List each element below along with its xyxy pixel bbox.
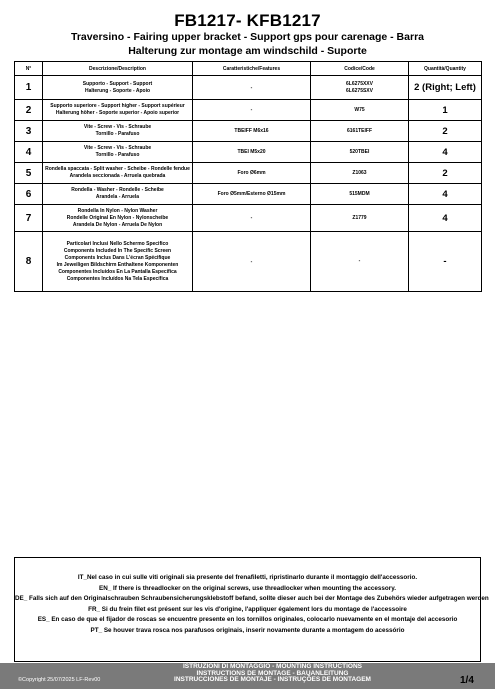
cell-code (311, 100, 409, 121)
description-line: Components Included In The Specific Screen (63, 247, 172, 254)
cell-code (311, 163, 409, 184)
cell-number: 7 (15, 205, 43, 232)
header-features: Caratteristiche/Features (193, 62, 311, 76)
document-subtitle-line2: Halterung zur montage am windschild - Suporte (128, 45, 367, 57)
cell-code (311, 232, 409, 292)
description-line: Rondella - Washer - Rondelle - Scheibe (71, 187, 164, 193)
description-line: Componentes Incluidos En La Pantalla Específica (58, 268, 177, 275)
cell-quantity: 4 (409, 184, 482, 205)
cell-quantity: - (409, 232, 482, 292)
cell-description (43, 121, 193, 142)
code-line: 6L6275XXV (346, 80, 373, 87)
page-number: 1/4 (460, 675, 474, 686)
description-line: Tornillo - Parafuso (95, 131, 140, 137)
cell-features: - (193, 232, 311, 292)
description-line: Rondella spaccata - Split washer - Scheibe - Rondelle fendue (45, 166, 190, 172)
code-line: 6161TEIFF (346, 127, 372, 134)
cell-description (43, 184, 193, 205)
footer-line: INSTRUCTIONS DE MONTAGE - BAUANLEITUNG (196, 669, 349, 677)
code-line: 6L6275SXV (346, 87, 373, 94)
parts-table (14, 61, 482, 292)
table-row (15, 232, 482, 292)
document-title: FB1217- KFB1217 (174, 11, 321, 30)
header-quantity: Quantità/Quantity (409, 62, 482, 76)
cell-description (43, 205, 193, 232)
copyright-text: ©Copyright 25/07/2025 LF-Rev00 (18, 677, 101, 683)
note-en: EN_ If there is threadlocker on the original screws, use threadlocker when mounting the accessory. (99, 584, 396, 592)
description-line: Tornillo - Parafuso (95, 152, 140, 158)
cell-quantity: 1 (409, 100, 482, 121)
code-line: 520TBEI (349, 148, 370, 155)
cell-description (43, 100, 193, 121)
cell-number: 4 (15, 142, 43, 163)
cell-quantity: 4 (409, 142, 482, 163)
description-line: Arandela - Arruela (95, 194, 140, 200)
document-subtitle-line1: Traversino - Fairing upper bracket - Support gps pour carenage - Barra (71, 31, 424, 43)
description-line: Vite - Screw - Vis - Schraube (83, 124, 152, 130)
cell-features: TBEI M5x20 (193, 142, 311, 163)
description-line: Supporto superiore - Support higher - Support supérieur (50, 103, 185, 109)
cell-code (311, 184, 409, 205)
table-row (15, 142, 482, 163)
cell-description (43, 232, 193, 292)
cell-number: 1 (15, 76, 43, 100)
table-header-row (15, 62, 482, 76)
description-line: Im Jeweiligen Bildschirm Enthaltene Komponenten (56, 261, 179, 268)
cell-quantity: 2 (409, 121, 482, 142)
header-code: Codice/Code (311, 62, 409, 76)
cell-code (311, 121, 409, 142)
note-it: IT_Nel caso in cui sulle viti originali sia presente del frenafiletti, ripristinarlo durante il montaggio dell'accessorio. (77, 574, 418, 581)
cell-features: - (193, 205, 311, 232)
header-number: N° (15, 62, 43, 76)
table-row (15, 205, 482, 232)
description-line: Vite - Screw - Vis - Schraube (83, 145, 152, 151)
footer-line: INSTRUCCIONES DE MONTAJE - INSTRUÇÕES DE MONTAGEM (174, 676, 371, 684)
description-line: Rondelle Original En Nylon - Nylonscheibe (66, 214, 169, 221)
description-line: Arandela seccionada - Arruela quebrada (69, 173, 166, 179)
cell-code (311, 205, 409, 232)
cell-features: - (193, 76, 311, 100)
cell-quantity: 2 (409, 163, 482, 184)
cell-code (311, 142, 409, 163)
note-es: ES_ En caso de que el fijador de roscas se encuentre presente en los tornillos originales, colocarlo nuevamente en el montaje del accesorio (37, 616, 458, 623)
code-line: W75 (354, 106, 365, 113)
code-line: - (358, 258, 361, 264)
cell-number: 8 (15, 232, 43, 292)
table-row (15, 121, 482, 142)
code-line: Z1779 (352, 214, 367, 221)
threadlocker-notes-box (14, 557, 489, 662)
cell-quantity: 4 (409, 205, 482, 232)
description-line: Rondella In Nylon - Nylon Washer (77, 207, 158, 214)
cell-features: TBEIFF M6x16 (193, 121, 311, 142)
cell-code (311, 76, 409, 100)
table-row (15, 76, 482, 100)
code-line: Z1063 (352, 169, 367, 176)
cell-description (43, 142, 193, 163)
note-de: DE_ Falls sich auf den Originalschrauben Schraubensicherungsklebstoff befand, sollte dieser auch bei der Montage des Zubehörs wieder aufgetragen werden (15, 595, 489, 602)
cell-features: Foro Ø6mm (193, 163, 311, 184)
cell-features: Foro Ø5mm/Esterno Ø15mm (193, 184, 311, 205)
cell-description (43, 163, 193, 184)
cell-number: 3 (15, 121, 43, 142)
description-line: Componentes Incluídos Na Tela Específica (66, 275, 169, 282)
cell-description (43, 76, 193, 100)
cell-number: 6 (15, 184, 43, 205)
note-pt: PT_ Se houver trava rosca nos parafusos originais, inserir novamente durante a montagem do acessório (90, 626, 405, 634)
code-line: 515MDM (349, 190, 370, 197)
cell-number: 5 (15, 163, 43, 184)
footer-instructions (170, 663, 375, 690)
description-line: Arandela De Nylon - Arruela De Nylon (72, 221, 163, 228)
description-line: Particolari Inclusi Nello Schermo Specifico (66, 240, 169, 247)
table-row (15, 184, 482, 205)
description-line: Components Inclus Dans L'écran Spécifique (64, 254, 171, 261)
cell-number: 2 (15, 100, 43, 121)
cell-features: - (193, 100, 311, 121)
footer-line: ISTRUZIONI DI MONTAGGIO - MOUNTING INSTRUCTIONS (183, 663, 362, 670)
cell-quantity: 2 (Right; Left) (409, 76, 482, 100)
description-line: Supporto - Support - Support (82, 80, 153, 87)
header-description: Descrizione/Description (43, 62, 193, 76)
table-row (15, 163, 482, 184)
table-row (15, 100, 482, 121)
description-line: Halterung höher - Soporte superior - Apoio superior (55, 110, 180, 116)
description-line: Halterung - Soporte - Apoio (84, 87, 151, 94)
note-fr: FR_ Si du frein filet est présent sur les vis d'origine, l'appliquer également lors du montage de l'accessoire (88, 605, 407, 613)
